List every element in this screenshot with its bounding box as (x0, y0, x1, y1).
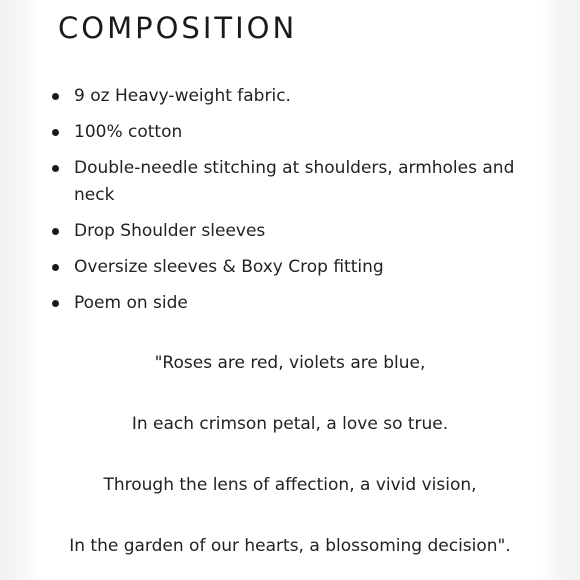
features-list (48, 80, 518, 317)
feature-text: 9 oz Heavy-weight fabric. (74, 86, 291, 106)
page-edge-shadow-right (540, 0, 580, 580)
bullet-icon (52, 129, 59, 136)
section-title: COMPOSITION (58, 11, 298, 45)
feature-item (48, 155, 518, 209)
poem-line: In the garden of our hearts, a blossoming decision". (69, 536, 511, 556)
bullet-icon (52, 228, 59, 235)
bullet-icon (52, 264, 59, 271)
feature-item (48, 218, 518, 245)
feature-item (48, 254, 518, 281)
feature-text: Oversize sleeves & Boxy Crop fitting (74, 257, 384, 277)
poem-block (40, 348, 540, 561)
feature-text: Double-needle stitching at shoulders, armholes and neck (74, 158, 515, 205)
feature-text: 100% cotton (74, 122, 183, 142)
feature-text: Drop Shoulder sleeves (74, 221, 266, 241)
page-edge-shadow-left (0, 0, 40, 580)
feature-item (48, 119, 518, 146)
bullet-icon (52, 165, 59, 172)
bullet-icon (52, 93, 59, 100)
poem-line: Through the lens of affection, a vivid vision, (103, 475, 477, 495)
feature-text: Poem on side (74, 293, 188, 313)
poem-line: "Roses are red, violets are blue, (154, 353, 426, 373)
poem-line: In each crimson petal, a love so true. (131, 414, 449, 434)
feature-item (48, 290, 518, 317)
bullet-icon (52, 300, 59, 307)
feature-item (48, 83, 518, 110)
